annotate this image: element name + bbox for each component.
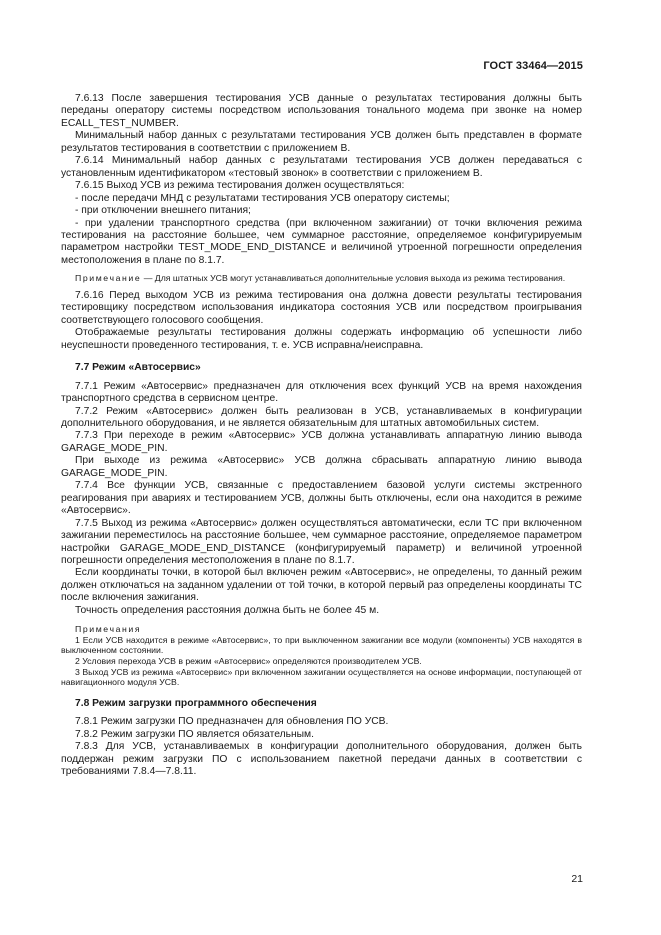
- document-body: [61, 93, 582, 779]
- note: [61, 273, 582, 284]
- paragraph: Отображаемые результаты тестирования должны содержать информацию об успешности либо неуспешности проведенного тестирования, т. е. УСВ исправна/неисправна.: [61, 327, 582, 351]
- notes-label: Примечания: [75, 624, 142, 635]
- paragraph-7-6-15: 7.6.15 Выход УСВ из режима тестирования должен осуществляться:: [75, 180, 405, 192]
- paragraph-7-6-14: 7.6.14 Минимальный набор данных с результатами тестирования УСВ должен передаваться с установленным идентификатором «тестовый звонок» в соответствии с приложением В.: [61, 155, 582, 179]
- list-item: - после передачи МНД с результатами тестирования УСВ оператору системы;: [75, 192, 450, 204]
- section-heading-7-7: 7.7 Режим «Автосервис»: [75, 362, 201, 374]
- note-item: 2 Условия перехода УСВ в режим «Автосервис» определяются производителем УСВ.: [75, 656, 422, 667]
- page-number: 21: [571, 873, 583, 885]
- paragraph-7-8-1: 7.8.1 Режим загрузки ПО предназначен для обновления ПО УСВ.: [75, 716, 389, 728]
- list-item: - при отключении внешнего питания;: [75, 205, 251, 217]
- note-item: 1 Если УСВ находится в режиме «Автосервис», то при выключенном зажигании все модули (компоненты) УСВ находятся в выключенном состоянии.: [61, 634, 582, 656]
- paragraph-7-7-3: 7.7.3 При переходе в режим «Автосервис» УСВ должна устанавливать аппаратную линию вывода GARAGE_MODE_PIN.: [61, 430, 582, 454]
- paragraph: Точность определения расстояния должна быть не более 45 м.: [75, 604, 380, 616]
- paragraph: При выходе из режима «Автосервис» УСВ должна сбрасывать аппаратную линию вывода GARAGE_MODE_PIN.: [61, 455, 582, 479]
- list-item: - при удалении транспортного средства (при включенном зажигании) от точки включения режима тестирования на расстояние большее, чем суммарное расстояние, определяемое конфигурируемым параметром настройки TEST_MODE_END_DISTANCE и величиной утроенной погрешности определения местоположения в плане по 8.1.7.: [61, 217, 582, 266]
- paragraph-7-6-13: 7.6.13 После завершения тестирования УСВ данные о результатах тестирования должны быть переданы оператору системы посредством использования тонального модема при звонке на номер ECALL_TEST_NUMBER.: [61, 93, 582, 129]
- standard-header: ГОСТ 33464—2015: [483, 60, 583, 72]
- paragraph-7-6-16: 7.6.16 Перед выходом УСВ из режима тестирования она должна довести результаты тестирования тестировщику посредством использования индикатора состояния УСВ или посредством проигрывания соответствующего голосового сообщения.: [61, 289, 582, 326]
- note-item: 3 Выход УСВ из режима «Автосервис» при включенном зажигании осуществляется на основе информации, поступающей от навигационного модуля УСВ.: [61, 666, 582, 688]
- paragraph-7-7-5: 7.7.5 Выход из режима «Автосервис» должен осуществляться автоматически, если ТС при включенном зажигании переместилось на расстояние большее, чем суммарное расстояние, определяемое параметром настройки GARAGE_MODE_END_DISTANCE (конфигурируемый параметр) и величиной утроенной погрешности определения местоположения в плане по 8.1.7.: [61, 517, 582, 566]
- section-heading-7-8: 7.8 Режим загрузки программного обеспечения: [75, 697, 317, 709]
- paragraph-7-7-1: 7.7.1 Режим «Автосервис» предназначен для отключения всех функций УСВ на время нахождения транспортного средства в сервисном центре.: [61, 380, 582, 405]
- paragraph-7-7-2: 7.7.2 Режим «Автосервис» должен быть реализован в УСВ, устанавливаемых в конфигурации дополнительного оборудования, и не является обязательным для штатных автомобильных систем.: [61, 405, 582, 430]
- notes-block: [61, 624, 582, 688]
- paragraph-7-8-2: 7.8.2 Режим загрузки ПО является обязательным.: [75, 728, 314, 740]
- paragraph-7-7-4: 7.7.4 Все функции УСВ, связанные с предоставлением базовой услуги системы экстренного реагирования при авариях и тестированием УСВ, должны быть отключены, если она находится в режиме «Автосервис».: [61, 480, 582, 517]
- paragraph-7-8-3: 7.8.3 Для УСВ, устанавливаемых в конфигурации дополнительного оборудования, должен быть поддержан режим загрузки ПО с использованием пакетной передачи данных в соответствии с требованиями 7.8.4—7.8.11.: [61, 741, 582, 778]
- note-label: Примечание: [75, 273, 142, 284]
- paragraph: Если координаты точки, в которой был включен режим «Автосервис», не определены, то данный режим должен отключаться на заданном удалении от той точки, в которой первый раз определены координаты ТС после включения зажигания.: [61, 567, 582, 604]
- note-text: — Для штатных УСВ могут устанавливаться дополнительные условия выхода из режима тестирования.: [141, 273, 566, 284]
- paragraph: Минимальный набор данных с результатами тестирования УСВ должен быть представлен в формате результатов тестирования в соответствии с приложением В.: [61, 130, 582, 154]
